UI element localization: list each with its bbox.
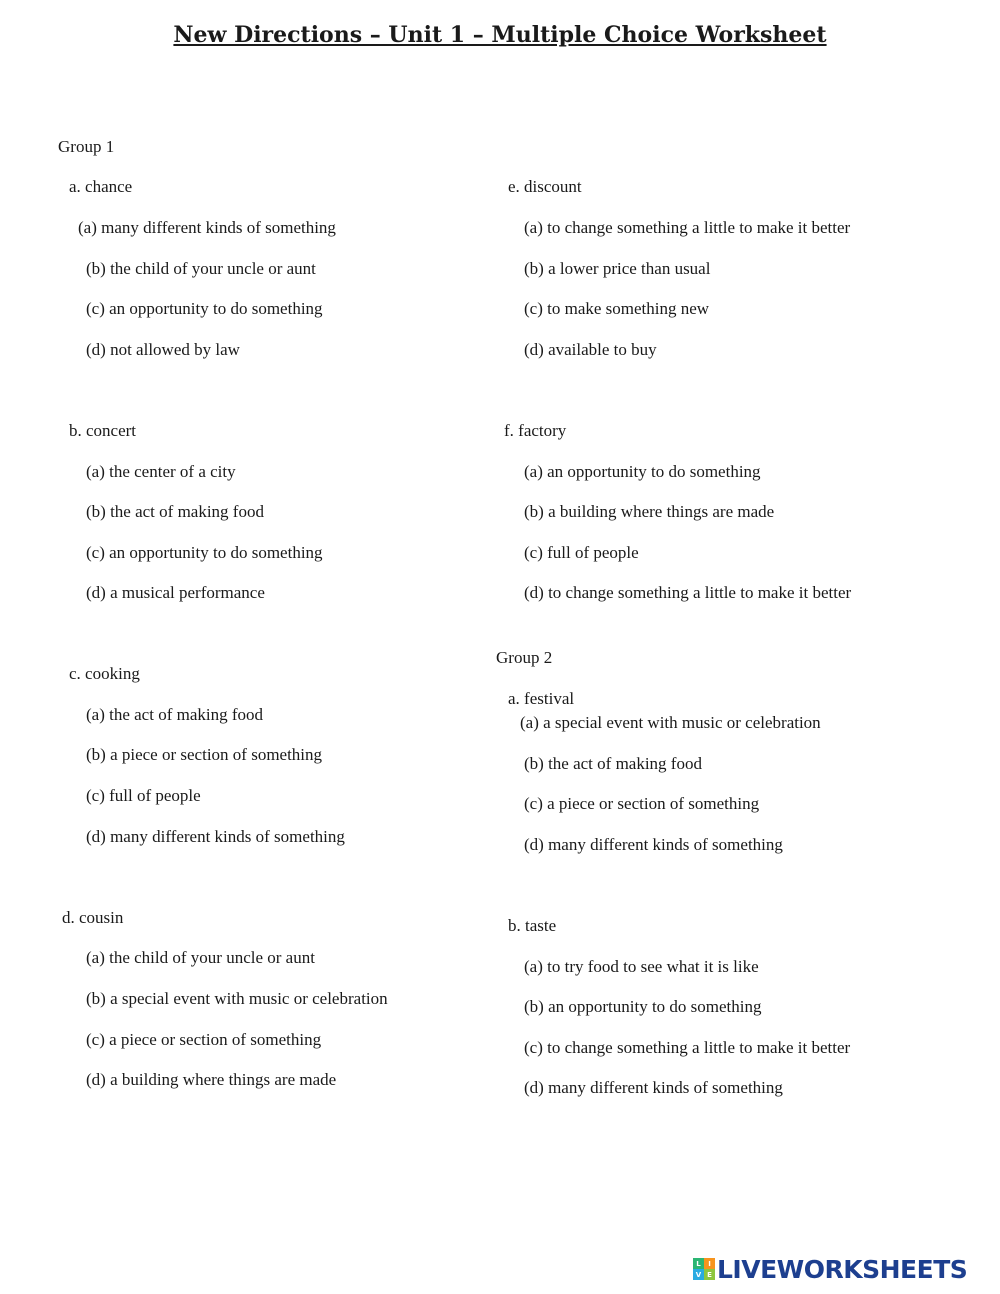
logo-icon-letter: I: [704, 1258, 715, 1269]
answer-option[interactable]: (b) a building where things are made: [524, 502, 775, 521]
answer-option[interactable]: (b) the child of your uncle or aunt: [86, 259, 316, 278]
logo-icon-letter: L: [693, 1258, 704, 1269]
answer-option[interactable]: (d) many different kinds of something: [524, 835, 783, 854]
question-word: c. cooking: [69, 664, 140, 683]
answer-option[interactable]: (c) full of people: [524, 543, 639, 562]
answer-option[interactable]: (d) not allowed by law: [86, 340, 240, 359]
answer-option[interactable]: (d) to change something a little to make it better: [524, 583, 852, 602]
answer-option[interactable]: (c) an opportunity to do something: [86, 299, 323, 318]
answer-option[interactable]: (b) an opportunity to do something: [524, 997, 762, 1016]
liveworksheets-logo: [693, 1254, 967, 1284]
group-2-label: Group 2: [496, 648, 553, 667]
question-word: a. chance: [69, 177, 133, 196]
answer-option[interactable]: (a) the child of your uncle or aunt: [86, 948, 315, 967]
answer-option[interactable]: (d) a musical performance: [86, 583, 265, 602]
logo-icon-letter: V: [693, 1269, 704, 1280]
answer-option[interactable]: (b) a special event with music or celebration: [86, 989, 388, 1008]
question-word: b. taste: [508, 916, 557, 935]
answer-option[interactable]: (b) the act of making food: [86, 502, 264, 521]
answer-option[interactable]: (c) a piece or section of something: [524, 794, 760, 813]
answer-option[interactable]: (a) to change something a little to make it better: [524, 218, 851, 237]
question-word: b. concert: [69, 421, 137, 440]
answer-option[interactable]: (c) a piece or section of something: [86, 1030, 322, 1049]
answer-option[interactable]: (a) to try food to see what it is like: [524, 957, 759, 976]
answer-option[interactable]: (c) an opportunity to do something: [86, 543, 323, 562]
answer-option[interactable]: (a) many different kinds of something: [78, 218, 336, 237]
answer-option[interactable]: (c) to make something new: [524, 299, 710, 318]
answer-option[interactable]: (b) a piece or section of something: [86, 745, 323, 764]
answer-option[interactable]: (d) many different kinds of something: [524, 1078, 783, 1097]
answer-option[interactable]: (a) the center of a city: [86, 462, 236, 481]
question-word: a. festival: [508, 689, 575, 708]
liveworksheets-icon: [693, 1258, 715, 1280]
answer-option[interactable]: (b) the act of making food: [524, 754, 702, 773]
answer-option[interactable]: (a) the act of making food: [86, 705, 264, 724]
answer-option[interactable]: (a) a special event with music or celebration: [520, 713, 821, 732]
answer-option[interactable]: (d) many different kinds of something: [86, 827, 345, 846]
answer-option[interactable]: (b) a lower price than usual: [524, 259, 711, 278]
answer-option[interactable]: (a) an opportunity to do something: [524, 462, 761, 481]
logo-text: LIVEWORKSHEETS: [717, 1254, 968, 1284]
logo-icon-letter: E: [704, 1269, 715, 1280]
page-title: New Directions – Unit 1 – Multiple Choice Worksheet: [173, 22, 827, 48]
group-1-label: Group 1: [58, 137, 115, 156]
answer-option[interactable]: (c) to change something a little to make it better: [524, 1038, 851, 1057]
question-word: d. cousin: [62, 908, 124, 927]
question-word: f. factory: [504, 421, 567, 440]
answer-option[interactable]: (c) full of people: [86, 786, 201, 805]
answer-option[interactable]: (d) available to buy: [524, 340, 657, 359]
answer-option[interactable]: (d) a building where things are made: [86, 1070, 337, 1089]
question-word: e. discount: [508, 177, 582, 196]
